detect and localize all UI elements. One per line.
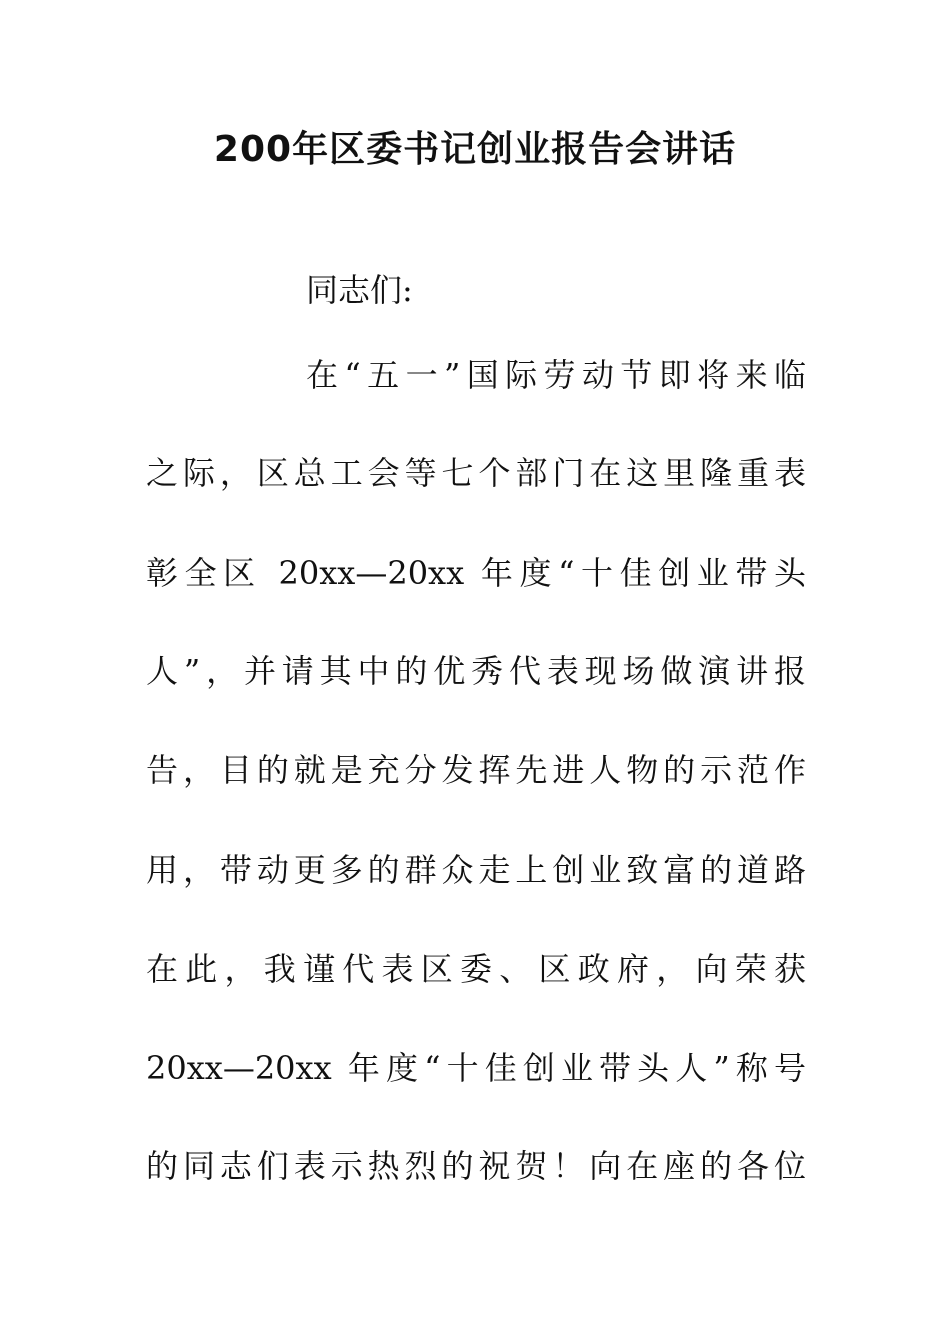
paragraph-line: 在此，我谨代表区委、区政府，向荣获 [146,950,806,988]
salutation: 同志们: [306,271,413,309]
paragraph-line: 之际，区总工会等七个部门在这里隆重表 [146,454,806,492]
paragraph-line: 告，目的就是充分发挥先进人物的示范作 [146,751,806,789]
paragraph-line: 在“五一”国际劳动节即将来临 [306,356,806,394]
paragraph-line: 的同志们表示热烈的祝贺！向在座的各位 [146,1147,806,1185]
paragraph-line: 人”，并请其中的优秀代表现场做演讲报 [146,652,806,690]
document-title: 200年区委书记创业报告会讲话 [213,129,737,170]
paragraph-line: 用，带动更多的群众走上创业致富的道路 [146,851,806,889]
paragraph-line: 20xx—20xx 年度“十佳创业带头人”称号 [146,1049,806,1087]
paragraph-line: 彰全区 20xx—20xx 年度“十佳创业带头 [146,554,806,592]
